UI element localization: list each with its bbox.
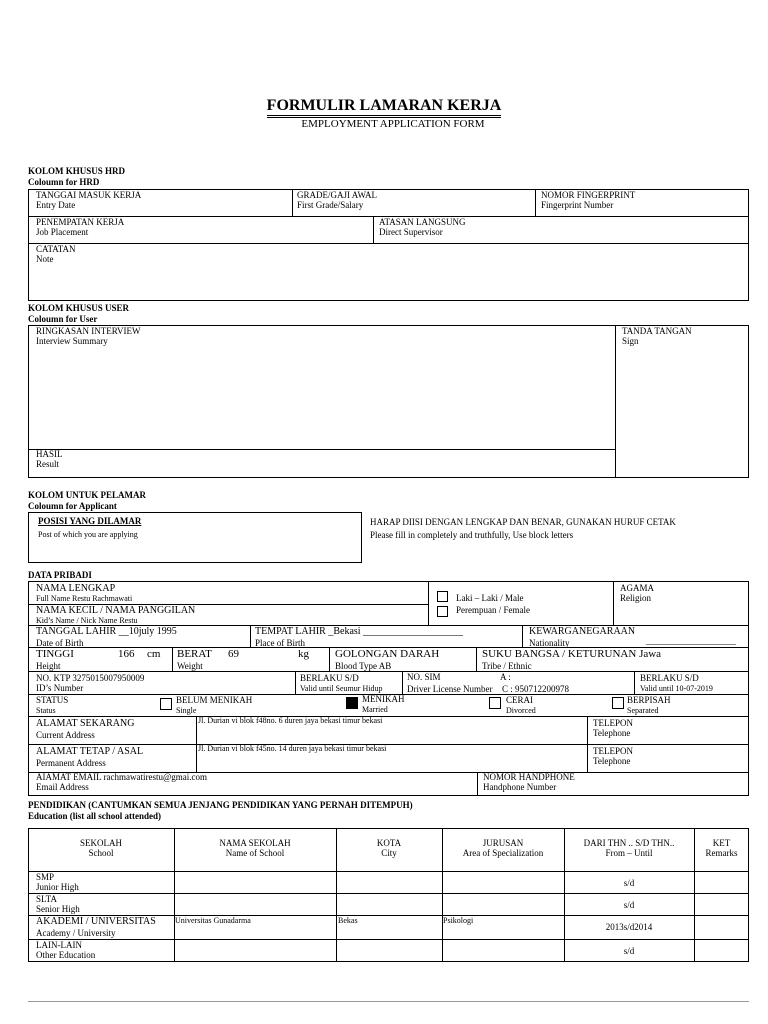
permanent-phone-field[interactable]: TELEPON Telephone — [593, 746, 633, 767]
sim-type: A : — [500, 672, 511, 682]
table-row-period[interactable]: 2013s/d2014 — [605, 922, 653, 932]
divorced-checkbox[interactable] — [489, 697, 501, 709]
full-name-sublabel: Full Name Restu Rachmawati — [36, 594, 133, 603]
position-label: POSISI YANG DILAMAR — [38, 516, 142, 526]
hrd-section-subtitle: Coloumn for HRD — [28, 177, 100, 187]
sign-field[interactable]: TANDA TANGAN Sign — [622, 326, 692, 347]
weight-sublabel: Weight — [177, 661, 203, 671]
table-row-major[interactable]: Psikologi — [443, 916, 474, 925]
fingerprint-field[interactable]: NOMOR FINGERPRINT Fingerprint Number — [541, 190, 636, 211]
ktp-valid-field[interactable]: BERLAKU S/D Valid until Seumur Hidup — [300, 673, 383, 694]
interview-summary-field[interactable]: RINGKASAN INTERVIEW Interview Summary — [36, 326, 141, 347]
married-checkbox[interactable] — [346, 697, 358, 709]
personal-section-title: DATA PRIBADI — [28, 570, 92, 580]
edu-header-period: DARI THN .. S/D THN.. From – Until — [583, 838, 675, 859]
sim-valid-field[interactable]: BERLAKU S/D Valid until 10-07-2019 — [640, 673, 713, 694]
edu-header-major: JURUSAN Area of Specialization — [462, 838, 544, 859]
weight-value[interactable]: 69 — [228, 648, 239, 660]
male-checkbox[interactable] — [437, 591, 448, 602]
male-label: Laki – Laki / Male — [456, 593, 524, 603]
separated-label: BERPISAH Separated — [627, 695, 671, 716]
form-subtitle: EMPLOYMENT APPLICATION FORM — [301, 118, 485, 130]
height-unit: cm — [147, 648, 161, 660]
nick-name-field[interactable]: NAMA KECIL / NAMA PANGGILAN — [36, 605, 196, 616]
tribe-field[interactable]: SUKU BANGSA / KETURUNAN Jawa Tribe / Ethnic — [482, 648, 662, 671]
nationality-line: ____________________ — [646, 636, 736, 646]
handphone-field[interactable]: NOMOR HANDPHONE Handphone Number — [483, 772, 575, 793]
applicant-section-subtitle: Coloumn for Applicant — [28, 501, 117, 511]
user-section-title: KOLOM KHUSUS USER — [28, 303, 130, 313]
permanent-address-label: ALAMAT TETAP / ASAL Permanent Address — [36, 746, 144, 768]
sim-value[interactable]: C : 950712200978 — [502, 684, 570, 694]
applicant-section-title: KOLOM UNTUK PELAMAR — [28, 490, 146, 500]
education-section-title: PENDIDIKAN (CANTUMKAN SEMUA JENJANG PENDIDIKAN YANG PERNAH DITEMPUH) — [28, 800, 413, 810]
nick-name-sublabel: Kid’s Name / Nick Name Restu — [36, 616, 138, 625]
education-section-subtitle: Education (list all school attended) — [28, 811, 162, 821]
placement-field[interactable]: PENEMPATAN KERJA Job Placement — [36, 217, 125, 238]
permanent-address-value[interactable]: Jl. Durian vi blok f45no. 14 duren jaya bekasi timur bekasi — [198, 744, 387, 753]
table-row-period[interactable]: s/d — [623, 878, 635, 888]
table-row-level: LAIN-LAIN Other Education — [36, 940, 96, 961]
married-label: MENIKAH Married — [362, 694, 405, 715]
note-field[interactable]: CATATAN Note — [36, 244, 76, 265]
single-checkbox[interactable] — [160, 698, 172, 710]
table-row-city[interactable]: Bekas — [338, 916, 358, 925]
current-address-value[interactable]: Jl. Durian vi blok f48no. 6 duren jaya bekasi timur bekasi — [198, 716, 383, 725]
grade-field[interactable]: GRADE/GAJI AWAL First Grade/Salary — [297, 190, 378, 211]
height-label: TINGGI — [36, 648, 74, 660]
position-sublabel: Post of which you are applying — [38, 530, 138, 539]
current-phone-field[interactable]: TELEPON Telephone — [593, 718, 633, 739]
weight-unit: kg — [298, 648, 309, 660]
table-row-level: SLTA Senior High — [36, 894, 80, 915]
email-field[interactable]: AIAMAT EMAIL rachmawatirestu@gmai.com Email Address — [36, 772, 207, 793]
height-value[interactable]: 166 — [118, 648, 135, 660]
table-row-school[interactable]: Universitas Gunadarma — [175, 916, 251, 925]
result-field[interactable]: HASIL Result — [36, 449, 63, 470]
edu-header-city: KOTA City — [376, 838, 402, 859]
edu-header-school: SEKOLAH School — [80, 838, 122, 859]
hrd-section-title: KOLOM KHUSUS HRD — [28, 166, 126, 176]
edu-header-remarks: KET Remarks — [705, 838, 738, 859]
female-label: Perempuan / Female — [456, 605, 530, 615]
form-title: FORMULIR LAMARAN KERJA — [0, 97, 768, 115]
separated-checkbox[interactable] — [612, 697, 624, 709]
dob-field[interactable]: TANGGAL LAHIR __10july 1995 Date of Birth — [36, 626, 177, 648]
instruction-text: HARAP DIISI DENGAN LENGKAP DAN BENAR, GUNAKAN HURUF CETAK — [370, 517, 676, 527]
ktp-field[interactable]: NO. KTP 3275015007950009 ID’s Number — [36, 673, 145, 694]
status-label: STATUS Status — [36, 695, 69, 716]
footer-divider — [28, 1001, 749, 1002]
divorced-label: CERAI Divorced — [506, 695, 536, 716]
single-label: BELUM MENIKAH Single — [176, 695, 253, 716]
blood-field[interactable]: GOLONGAN DARAH Blood Type AB — [335, 648, 440, 671]
table-row-level: AKADEMI / UNIVERSITAS Academy / University — [36, 916, 156, 938]
full-name-field[interactable]: NAMA LENGKAP — [36, 583, 116, 594]
height-sublabel: Height — [36, 661, 61, 671]
sim-sublabel: Driver License Number — [407, 684, 493, 694]
weight-label: BERAT — [177, 648, 212, 660]
current-address-label: ALAMAT SEKARANG Current Address — [36, 718, 135, 740]
sim-label: NO. SIM — [407, 672, 441, 682]
pob-field[interactable]: TEMPAT LAHIR _Bekasi ____________________ Place of Birth — [255, 626, 464, 648]
edu-header-name: NAMA SEKOLAH Name of School — [219, 838, 291, 859]
table-row-period[interactable]: s/d — [623, 946, 635, 956]
female-checkbox[interactable] — [437, 606, 448, 617]
instruction-text-en: Please fill in completely and truthfully, Use block letters — [370, 530, 574, 540]
religion-field[interactable]: AGAMA Religion — [620, 583, 655, 604]
nationality-field[interactable]: KEWARGANEGARAAN Nationality — [529, 626, 636, 648]
supervisor-field[interactable]: ATASAN LANGSUNG Direct Supervisor — [379, 217, 466, 238]
user-section-subtitle: Coloumn for User — [28, 314, 98, 324]
table-row-level: SMP Junior High — [36, 872, 79, 893]
entry-date-field[interactable]: TANGGAI MASUK KERJA Entry Date — [36, 190, 142, 211]
table-row-period[interactable]: s/d — [623, 900, 635, 910]
